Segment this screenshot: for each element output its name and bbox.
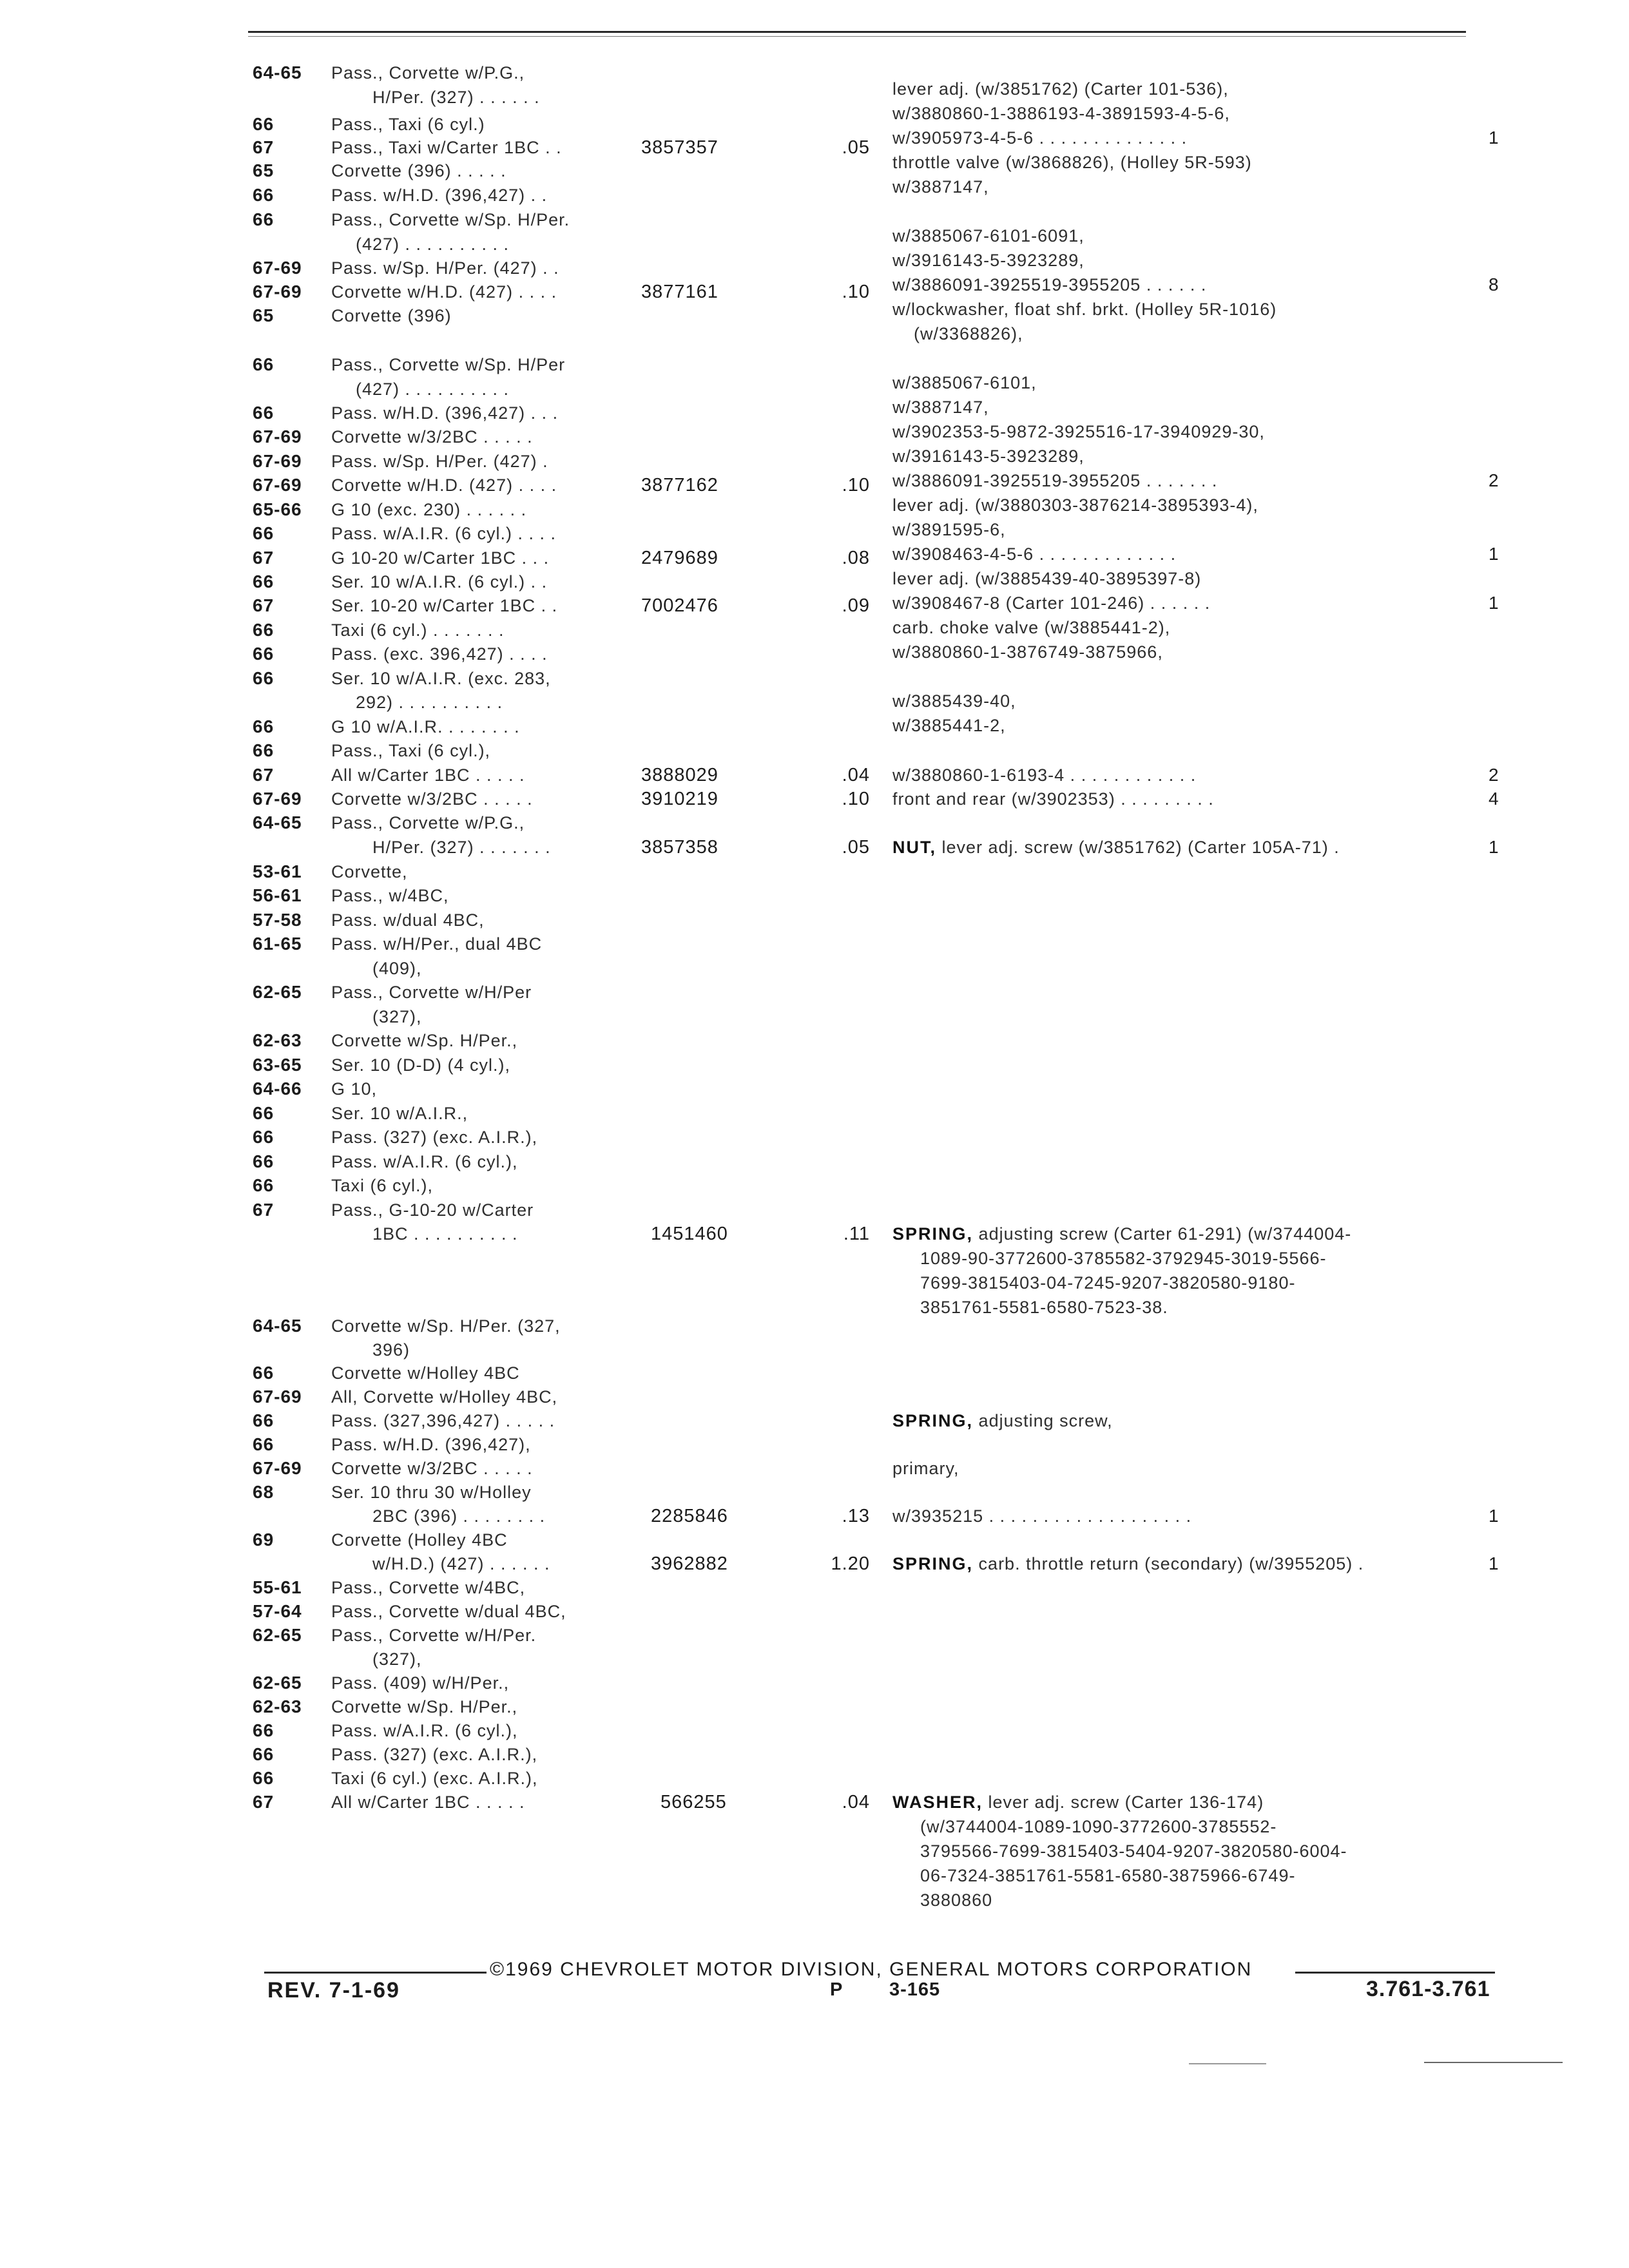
note-head: SPRING, bbox=[892, 1554, 974, 1573]
footer-copyright: ©1969 CHEVROLET MOTOR DIVISION, GENERAL MOTORS CORPORATION bbox=[490, 1959, 1253, 1980]
row-year: 66 bbox=[253, 716, 275, 736]
row-desc: G 10, bbox=[331, 1079, 378, 1099]
row-desc: Pass., Taxi (6 cyl.), bbox=[331, 741, 491, 760]
part-price: .05 bbox=[842, 137, 870, 158]
quantity: 1 bbox=[1489, 1553, 1499, 1573]
row-year: 67 bbox=[253, 595, 275, 615]
row-year: 67-69 bbox=[253, 282, 302, 302]
row-desc: G 10-20 w/Carter 1BC . . . bbox=[331, 548, 550, 568]
note-entry-nut bbox=[892, 836, 1340, 859]
row-desc: H/Per. (327) . . . . . . bbox=[372, 88, 540, 107]
row-year: 63-65 bbox=[253, 1055, 302, 1075]
footer-revision: REV. 7-1-69 bbox=[267, 1978, 400, 2003]
note-line: 7699-3815403-04-7245-9207-3820580-9180- bbox=[920, 1273, 1296, 1293]
row-year: 65 bbox=[253, 305, 275, 325]
row-desc: Corvette, bbox=[331, 862, 408, 881]
row-desc: 396) bbox=[372, 1340, 410, 1360]
row-year: 67 bbox=[253, 1792, 275, 1812]
row-desc: Corvette w/3/2BC . . . . . bbox=[331, 427, 533, 447]
row-desc: Pass., Corvette w/Sp. H/Per. bbox=[331, 210, 570, 229]
part-price: .09 bbox=[842, 595, 870, 616]
note-line: 1089-90-3772600-3785582-3792945-3019-5566- bbox=[920, 1249, 1327, 1268]
part-price: .13 bbox=[842, 1506, 870, 1526]
note-head: SPRING, bbox=[892, 1411, 974, 1430]
row-year: 55-61 bbox=[253, 1577, 302, 1597]
row-desc: All, Corvette w/Holley 4BC, bbox=[331, 1387, 558, 1407]
row-desc: G 10 (exc. 230) . . . . . . bbox=[331, 500, 527, 519]
row-desc: Corvette w/Holley 4BC bbox=[331, 1363, 520, 1383]
row-desc: Pass. w/A.I.R. (6 cyl.), bbox=[331, 1721, 518, 1740]
bottom-mark-left bbox=[1189, 2063, 1266, 2064]
row-desc: (409), bbox=[372, 959, 422, 978]
row-year: 67 bbox=[253, 137, 275, 157]
footer-page-number: 3-165 bbox=[889, 1979, 941, 2000]
row-year: 62-63 bbox=[253, 1030, 302, 1050]
row-desc: Pass., Corvette w/dual 4BC, bbox=[331, 1602, 566, 1621]
row-year: 66 bbox=[253, 185, 275, 205]
row-year: 67 bbox=[253, 1200, 275, 1220]
row-year: 67 bbox=[253, 548, 275, 568]
note-line: w/3916143-5-3923289, bbox=[892, 447, 1084, 466]
top-rule bbox=[248, 31, 1466, 33]
quantity: 1 bbox=[1489, 544, 1499, 564]
row-desc: H/Per. (327) . . . . . . . bbox=[372, 838, 551, 857]
note-line: front and rear (w/3902353) . . . . . . . . . bbox=[892, 789, 1214, 809]
top-rule-thin bbox=[248, 36, 1466, 37]
row-desc: Pass., Corvette w/Sp. H/Per bbox=[331, 355, 566, 374]
row-desc: Pass. (327) (exc. A.I.R.), bbox=[331, 1128, 538, 1147]
row-year: 66 bbox=[253, 740, 275, 760]
row-year: 66 bbox=[253, 668, 275, 688]
row-desc: Pass. w/H.D. (396,427) . . bbox=[331, 186, 548, 205]
note-line: adjusting screw, bbox=[978, 1411, 1113, 1430]
footer-section: P bbox=[830, 1979, 843, 2000]
row-year: 64-66 bbox=[253, 1079, 302, 1099]
row-year: 57-64 bbox=[253, 1601, 302, 1621]
row-year: 66 bbox=[253, 1434, 275, 1454]
part-number: 7002476 bbox=[641, 595, 718, 616]
row-year: 69 bbox=[253, 1530, 275, 1550]
part-number: 3877162 bbox=[641, 475, 718, 495]
part-price: .10 bbox=[842, 789, 870, 809]
part-price: .04 bbox=[842, 1792, 870, 1812]
row-year: 66 bbox=[253, 1175, 275, 1195]
part-price: .11 bbox=[843, 1224, 870, 1244]
row-desc: 2BC (396) . . . . . . . . bbox=[372, 1506, 546, 1526]
row-year: 66 bbox=[253, 209, 275, 229]
row-desc: Corvette w/H.D. (427) . . . . bbox=[331, 282, 557, 302]
row-year: 66 bbox=[253, 1410, 275, 1430]
row-desc: Pass. w/H.D. (396,427), bbox=[331, 1435, 531, 1454]
row-year: 62-65 bbox=[253, 982, 302, 1002]
row-year: 62-63 bbox=[253, 1696, 302, 1716]
row-year: 65 bbox=[253, 160, 275, 180]
row-year: 66 bbox=[253, 572, 275, 591]
note-line: w/3887147, bbox=[892, 177, 989, 197]
row-desc: (427) . . . . . . . . . . bbox=[356, 380, 510, 399]
row-year: 66 bbox=[253, 1127, 275, 1147]
row-desc: Corvette w/Sp. H/Per. (327, bbox=[331, 1316, 561, 1336]
part-price: .04 bbox=[842, 765, 870, 785]
note-head: SPRING, bbox=[892, 1224, 974, 1244]
row-year: 66 bbox=[253, 354, 275, 374]
row-desc: Pass., Corvette w/4BC, bbox=[331, 1578, 526, 1597]
row-desc: Pass. w/A.I.R. (6 cyl.), bbox=[331, 1152, 518, 1171]
bottom-mark-right bbox=[1424, 2062, 1563, 2063]
row-desc: Pass., Corvette w/H/Per bbox=[331, 983, 532, 1002]
row-desc: Ser. 10 (D-D) (4 cyl.), bbox=[331, 1055, 511, 1075]
row-desc: Corvette w/3/2BC . . . . . bbox=[331, 1459, 533, 1478]
row-desc: Pass., Taxi (6 cyl.) bbox=[331, 115, 485, 134]
row-desc: Pass., Corvette w/P.G., bbox=[331, 813, 525, 832]
row-year: 66 bbox=[253, 523, 275, 543]
note-line: w/3886091-3925519-3955205 . . . . . . bbox=[892, 275, 1207, 294]
note-line: w/3885067-6101-6091, bbox=[892, 226, 1084, 245]
note-head: WASHER, bbox=[892, 1792, 983, 1812]
quantity: 2 bbox=[1489, 470, 1499, 490]
row-year: 64-65 bbox=[253, 812, 302, 832]
note-line: w/lockwasher, float shf. brkt. (Holley 5R-1016) bbox=[892, 300, 1277, 319]
part-number: 3962882 bbox=[651, 1553, 728, 1574]
part-price: 1.20 bbox=[831, 1553, 870, 1574]
row-desc: Corvette (396) . . . . . bbox=[331, 161, 506, 180]
note-line: w/3908463-4-5-6 . . . . . . . . . . . . . bbox=[892, 544, 1177, 564]
note-line: w/3902353-5-9872-3925516-17-3940929-30, bbox=[892, 422, 1265, 441]
part-price: .10 bbox=[842, 282, 870, 302]
note-line: w/3885067-6101, bbox=[892, 373, 1037, 392]
row-desc: Pass., w/4BC, bbox=[331, 886, 449, 905]
part-price: .05 bbox=[842, 837, 870, 858]
note-line: lever adj. (w/3851762) (Carter 101-536), bbox=[892, 79, 1229, 99]
row-desc: Pass., G-10-20 w/Carter bbox=[331, 1200, 534, 1220]
row-desc: 292) . . . . . . . . . . bbox=[356, 693, 503, 712]
row-year: 67-69 bbox=[253, 258, 302, 278]
row-year: 57-58 bbox=[253, 910, 302, 930]
row-desc: (327), bbox=[372, 1649, 422, 1669]
row-year: 68 bbox=[253, 1482, 275, 1502]
note-line: 06-7324-3851761-5581-6580-3875966-6749- bbox=[920, 1866, 1296, 1885]
note-line: adjusting screw (Carter 61-291) (w/3744004- bbox=[978, 1224, 1352, 1244]
part-price: .08 bbox=[842, 548, 870, 568]
row-year: 67-69 bbox=[253, 475, 302, 495]
row-desc: All w/Carter 1BC . . . . . bbox=[331, 765, 525, 785]
note-line: w/3887147, bbox=[892, 398, 989, 417]
part-number: 3888029 bbox=[641, 765, 718, 785]
part-number: 3877161 bbox=[641, 282, 718, 302]
footer-group-number: 3.761-3.761 bbox=[1366, 1977, 1490, 2001]
row-desc: Pass. w/dual 4BC, bbox=[331, 910, 485, 930]
row-year: 64-65 bbox=[253, 62, 302, 82]
row-desc: Corvette w/Sp. H/Per., bbox=[331, 1697, 518, 1716]
note-entry-spring bbox=[892, 1222, 1351, 1245]
row-desc: Corvette w/3/2BC . . . . . bbox=[331, 789, 533, 809]
quantity: 1 bbox=[1489, 837, 1499, 857]
row-year: 66 bbox=[253, 1151, 275, 1171]
quantity: 1 bbox=[1489, 1506, 1499, 1526]
row-year: 64-65 bbox=[253, 1316, 302, 1336]
row-desc: Pass. w/Sp. H/Per. (427) . bbox=[331, 452, 548, 471]
quantity: 2 bbox=[1489, 765, 1499, 785]
footer-rule-left bbox=[264, 1972, 487, 1974]
row-desc: All w/Carter 1BC . . . . . bbox=[331, 1792, 525, 1812]
row-desc: Ser. 10 w/A.I.R. (exc. 283, bbox=[331, 669, 551, 688]
quantity: 1 bbox=[1489, 128, 1499, 148]
row-year: 67-69 bbox=[253, 1387, 302, 1407]
row-desc: Taxi (6 cyl.) . . . . . . . bbox=[331, 620, 505, 640]
row-year: 65-66 bbox=[253, 499, 302, 519]
row-year: 66 bbox=[253, 1363, 275, 1383]
part-price: .10 bbox=[842, 475, 870, 495]
part-number: 3910219 bbox=[641, 789, 718, 809]
note-entry-washer bbox=[892, 1791, 1264, 1814]
note-line: w/3916143-5-3923289, bbox=[892, 251, 1084, 270]
row-year: 62-65 bbox=[253, 1673, 302, 1693]
note-line: 3880860 bbox=[920, 1890, 993, 1910]
row-year: 66 bbox=[253, 644, 275, 664]
row-desc: Pass. (409) w/H/Per., bbox=[331, 1673, 510, 1693]
part-number: 3857357 bbox=[641, 137, 718, 158]
row-desc: Pass., Corvette w/P.G., bbox=[331, 63, 525, 82]
row-year: 53-61 bbox=[253, 861, 302, 881]
note-line: carb. throttle return (secondary) (w/3955205) . bbox=[978, 1554, 1364, 1573]
row-desc: Pass. (327) (exc. A.I.R.), bbox=[331, 1745, 538, 1764]
row-desc: Taxi (6 cyl.) (exc. A.I.R.), bbox=[331, 1769, 538, 1788]
row-desc: (327), bbox=[372, 1007, 422, 1026]
row-year: 62-65 bbox=[253, 1625, 302, 1645]
row-year: 61-65 bbox=[253, 934, 302, 954]
note-line: 3795566-7699-3815403-5404-9207-3820580-6004- bbox=[920, 1841, 1347, 1861]
row-desc: 1BC . . . . . . . . . . bbox=[372, 1224, 518, 1244]
part-number: 566255 bbox=[660, 1792, 727, 1812]
note-line: w/3880860-1-3876749-3875966, bbox=[892, 642, 1163, 662]
note-line: w/3891595-6, bbox=[892, 520, 1006, 539]
note-line: w/3905973-4-5-6 . . . . . . . . . . . . . . bbox=[892, 128, 1188, 148]
row-desc: Taxi (6 cyl.), bbox=[331, 1176, 434, 1195]
quantity: 4 bbox=[1489, 789, 1499, 809]
quantity: 1 bbox=[1489, 593, 1499, 613]
quantity: 8 bbox=[1489, 274, 1499, 294]
part-number: 2479689 bbox=[641, 548, 718, 568]
row-desc: Pass. w/A.I.R. (6 cyl.) . . . . bbox=[331, 524, 557, 543]
footer-rule-right bbox=[1295, 1972, 1495, 1974]
note-line: w/3886091-3925519-3955205 . . . . . . . bbox=[892, 471, 1218, 490]
note-line: w/3908467-8 (Carter 101-246) . . . . . . bbox=[892, 593, 1211, 613]
note-line: lever adj. screw (Carter 136-174) bbox=[988, 1792, 1264, 1812]
row-year: 67 bbox=[253, 765, 275, 785]
note-entry-spring bbox=[892, 1409, 1113, 1432]
row-desc: Ser. 10 w/A.I.R. (6 cyl.) . . bbox=[331, 572, 548, 591]
row-year: 66 bbox=[253, 114, 275, 134]
row-desc: Pass. w/H.D. (396,427) . . . bbox=[331, 403, 559, 423]
row-desc: Pass. w/Sp. H/Per. (427) . . bbox=[331, 258, 559, 278]
part-number: 2285846 bbox=[651, 1506, 728, 1526]
note-line: (w/3368826), bbox=[914, 324, 1023, 343]
part-number: 3857358 bbox=[641, 837, 718, 858]
note-line: 3851761-5581-6580-7523-38. bbox=[920, 1298, 1168, 1317]
note-line: carb. choke valve (w/3885441-2), bbox=[892, 618, 1171, 637]
note-line: lever adj. (w/3885439-40-3895397-8) bbox=[892, 569, 1202, 588]
note-line: (w/3744004-1089-1090-3772600-3785552- bbox=[920, 1817, 1277, 1836]
note-line: w/3885439-40, bbox=[892, 691, 1016, 711]
note-line: throttle valve (w/3868826), (Holley 5R-593) bbox=[892, 153, 1252, 172]
row-desc: Pass., Taxi w/Carter 1BC . . bbox=[331, 138, 562, 157]
row-year: 67-69 bbox=[253, 427, 302, 447]
row-desc: Pass. (exc. 396,427) . . . . bbox=[331, 644, 548, 664]
part-number: 1451460 bbox=[651, 1224, 728, 1244]
row-year: 66 bbox=[253, 1768, 275, 1788]
note-line: lever adj. screw (w/3851762) (Carter 105A-71) . bbox=[941, 838, 1340, 857]
note-line: w/3885441-2, bbox=[892, 716, 1006, 735]
note-line: lever adj. (w/3880303-3876214-3895393-4), bbox=[892, 495, 1258, 515]
row-year: 56-61 bbox=[253, 885, 302, 905]
row-desc: Corvette (396) bbox=[331, 306, 452, 325]
row-desc: Corvette (Holley 4BC bbox=[331, 1530, 508, 1550]
row-desc: Corvette w/H.D. (427) . . . . bbox=[331, 476, 557, 495]
row-year: 66 bbox=[253, 620, 275, 640]
row-year: 66 bbox=[253, 1744, 275, 1764]
row-desc: Corvette w/Sp. H/Per., bbox=[331, 1031, 518, 1050]
row-year: 67-69 bbox=[253, 451, 302, 471]
row-desc: Pass. (327,396,427) . . . . . bbox=[331, 1411, 555, 1430]
row-year: 67-69 bbox=[253, 789, 302, 809]
row-desc: Ser. 10 w/A.I.R., bbox=[331, 1104, 468, 1123]
row-desc: Pass. w/H/Per., dual 4BC bbox=[331, 934, 543, 954]
row-desc: (427) . . . . . . . . . . bbox=[356, 235, 510, 254]
row-desc: Pass., Corvette w/H/Per. bbox=[331, 1626, 537, 1645]
row-desc: Ser. 10 thru 30 w/Holley bbox=[331, 1483, 532, 1502]
note-head: NUT, bbox=[892, 838, 936, 857]
note-line: w/3880860-1-3886193-4-3891593-4-5-6, bbox=[892, 104, 1230, 123]
row-desc: G 10 w/A.I.R. . . . . . . . bbox=[331, 717, 520, 736]
row-year: 67-69 bbox=[253, 1458, 302, 1478]
note-line: w/3880860-1-6193-4 . . . . . . . . . . . . bbox=[892, 765, 1197, 785]
row-year: 66 bbox=[253, 1720, 275, 1740]
row-desc: Ser. 10-20 w/Carter 1BC . . bbox=[331, 596, 558, 615]
row-year: 66 bbox=[253, 403, 275, 423]
note-line: primary, bbox=[892, 1459, 959, 1478]
note-line: w/3935215 . . . . . . . . . . . . . . . . . . . bbox=[892, 1506, 1192, 1526]
row-year: 66 bbox=[253, 1103, 275, 1123]
row-desc: w/H.D.) (427) . . . . . . bbox=[372, 1554, 550, 1573]
note-entry-spring bbox=[892, 1552, 1364, 1575]
